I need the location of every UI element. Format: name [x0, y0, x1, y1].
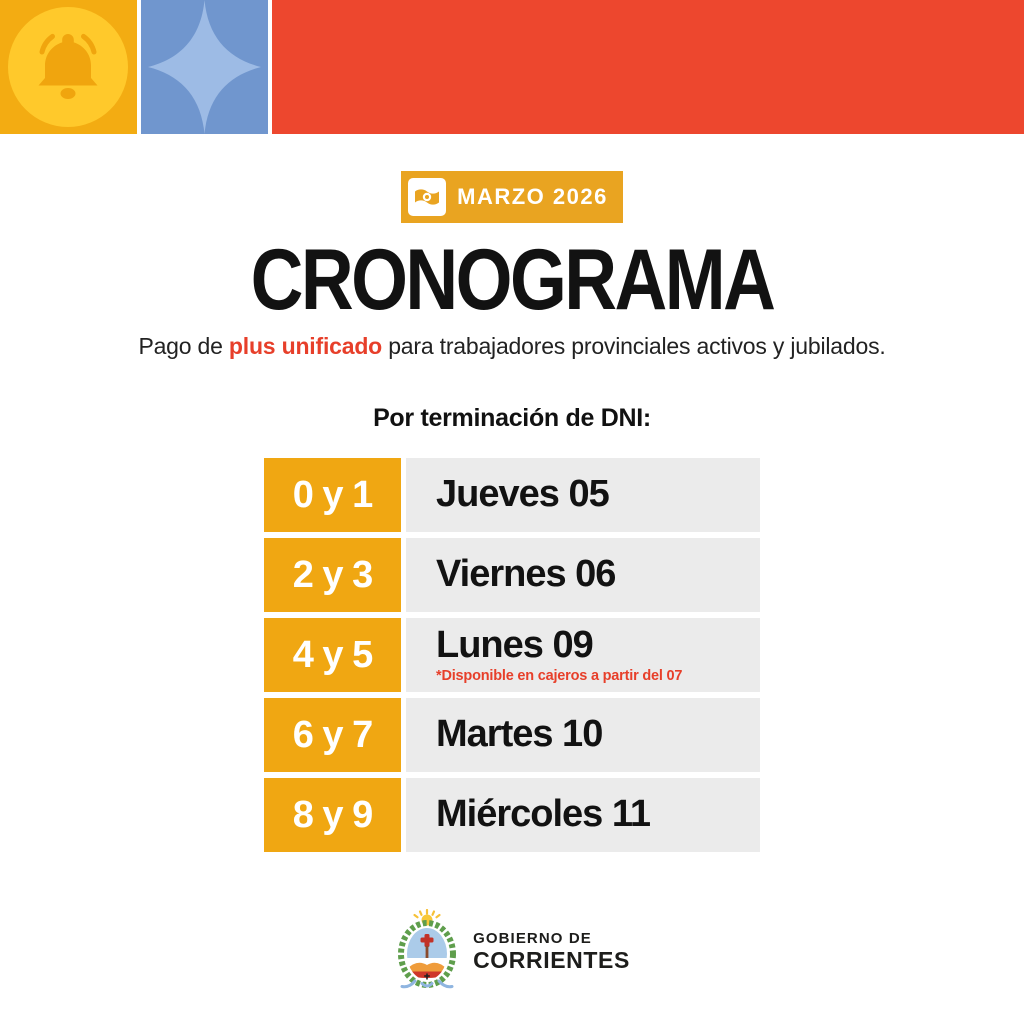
schedule-table: [264, 458, 760, 852]
month-badge: [401, 171, 623, 223]
day-cell: [406, 698, 760, 772]
dni-cell: 4 y 5: [264, 618, 401, 692]
org-name: [473, 930, 630, 973]
day-cell: [406, 778, 760, 852]
dni-cell: 0 y 1: [264, 458, 401, 532]
day-note: *Disponible en cajeros a partir del 07: [436, 667, 683, 684]
schedule-row: [264, 458, 760, 532]
org-name-line1: GOBIERNO DE: [473, 929, 592, 947]
dni-cell: 8 y 9: [264, 778, 401, 852]
day-cell: [406, 458, 760, 532]
section-heading: Por terminación de DNI:: [373, 404, 651, 432]
corrientes-coat-of-arms: [394, 909, 460, 993]
top-banner: [0, 0, 1024, 134]
day-label: Martes 10: [436, 713, 603, 756]
org-name-line2: CORRIENTES: [473, 947, 630, 974]
dni-cell: 2 y 3: [264, 538, 401, 612]
red-banner-bar: [272, 0, 1024, 134]
subtitle-highlight: plus unificado: [228, 333, 383, 359]
dni-cell: 6 y 7: [264, 698, 401, 772]
page-title: CRONOGRAMA: [250, 232, 774, 328]
day-label: Lunes 09: [436, 624, 593, 667]
day-cell: [406, 538, 760, 612]
notification-tile: [0, 0, 137, 134]
schedule-row: [264, 778, 760, 852]
banknote-icon: [408, 178, 446, 216]
footer: [0, 909, 1024, 993]
day-label: Jueves 05: [436, 473, 609, 516]
schedule-row: [264, 618, 760, 692]
subtitle-prefix: Pago de: [138, 333, 229, 359]
subtitle: [40, 333, 984, 360]
day-label: Miércoles 11: [436, 793, 651, 836]
day-cell: [406, 618, 760, 692]
schedule-row: [264, 538, 760, 612]
month-badge-label: MARZO 2026: [457, 184, 608, 209]
subtitle-suffix: para trabajadores provinciales activos y jubilados.: [382, 333, 886, 359]
sparkle-tile: [141, 0, 268, 134]
schedule-row: [264, 698, 760, 772]
day-label: Viernes 06: [436, 553, 616, 596]
sparkle-icon: [141, 0, 268, 134]
bell-icon: [0, 0, 137, 134]
